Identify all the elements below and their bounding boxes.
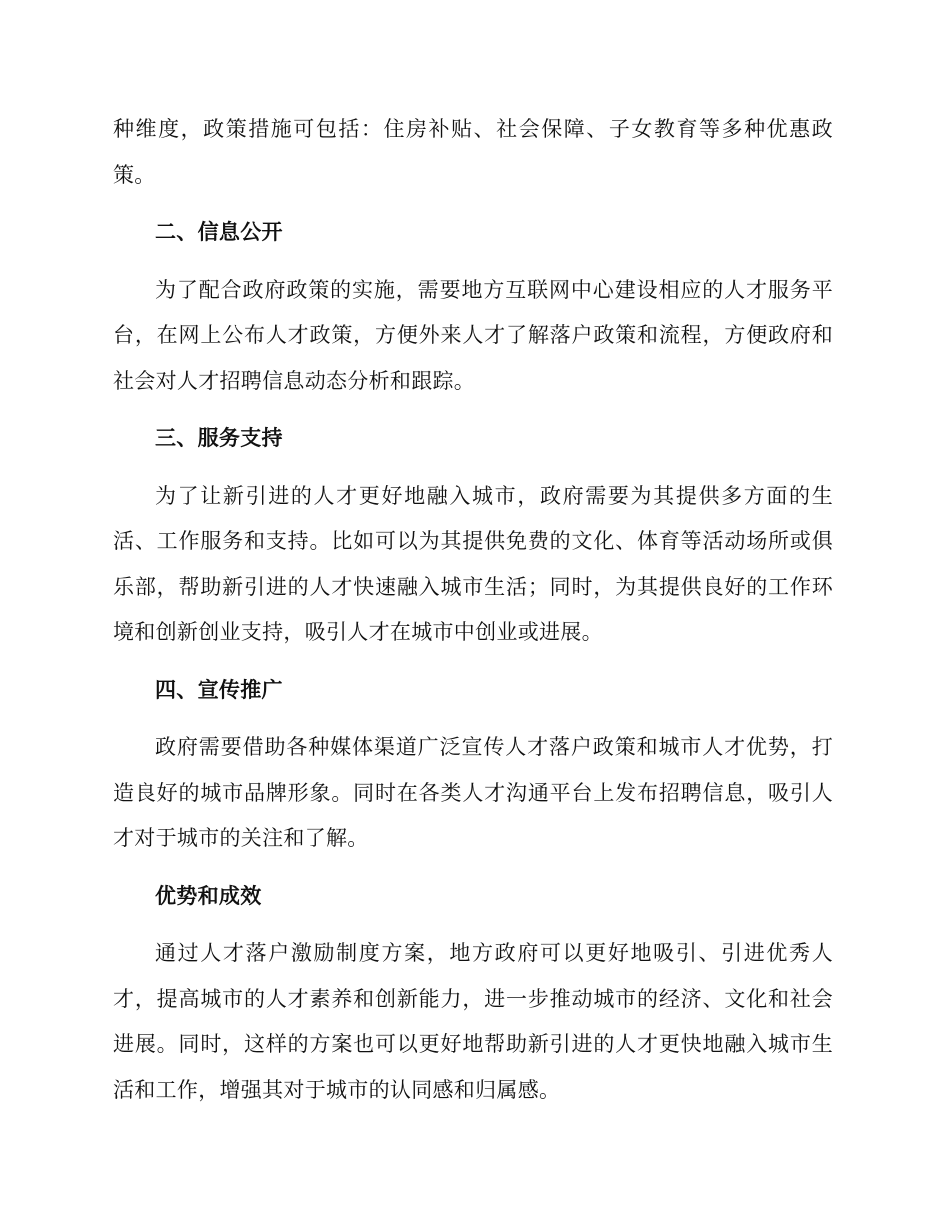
paragraph-service-support: 为了让新引进的人才更好地融入城市，政府需要为其提供多方面的生活、工作服务和支持。比如可以为其提供免费的文化、体育等活动场所或俱乐部，帮助新引进的人才快速融入城市生活；同时，为其提供良好的工作环境和创新创业支持，吸引人才在城市中创业或进展。 <box>113 483 833 644</box>
spacer <box>113 919 833 931</box>
spacer <box>113 198 833 210</box>
heading-information-disclosure: 二、信息公开 <box>155 220 283 244</box>
heading-advantages-results: 优势和成效 <box>155 883 262 908</box>
paragraph-policy-measures: 种维度，政策措施可包括：住房补贴、社会保障、子女教育等多种优惠政策。 <box>113 117 833 187</box>
spacer <box>113 713 833 725</box>
paragraph-publicity-promotion: 政府需要借助各种媒体渠道广泛宣传人才落户政策和城市人才优势，打造良好的城市品牌形象。同时在各类人才沟通平台上发布招聘信息，吸引人才对于城市的关注和了解。 <box>113 735 833 850</box>
spacer <box>113 404 833 416</box>
spacer <box>113 862 833 874</box>
spacer <box>113 656 833 668</box>
paragraph-advantages-results: 通过人才落户激励制度方案，地方政府可以更好地吸引、引进优秀人才，提高城市的人才素养和创新能力，进一步推动城市的经济、文化和社会进展。同时，这样的方案也可以更好地帮助新引进的人才更快地融入城市生活和工作，增强其对于城市的认同感和归属感。 <box>113 941 833 1102</box>
heading-service-support: 三、服务支持 <box>155 426 283 450</box>
spacer <box>113 256 833 268</box>
spacer <box>113 462 833 474</box>
paragraph-information-disclosure: 为了配合政府政策的实施，需要地方互联网中心建设相应的人才服务平台，在网上公布人才政策，方便外来人才了解落户政策和流程，方便政府和社会对人才招聘信息动态分析和跟踪。 <box>113 277 833 393</box>
document-page <box>113 107 833 1113</box>
heading-publicity-promotion: 四、宣传推广 <box>155 677 283 702</box>
